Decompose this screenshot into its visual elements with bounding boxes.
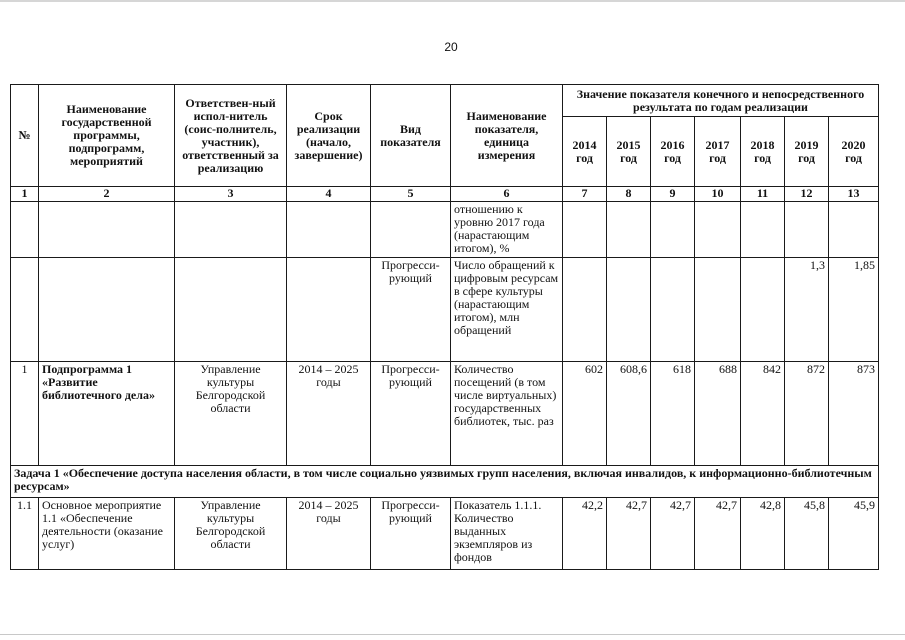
row-num: 1	[11, 362, 39, 466]
row-executor: Управление культуры Белгородской области	[175, 362, 287, 466]
row-value	[607, 202, 651, 258]
row-indicator-name: Показатель 1.1.1. Количество выданных экземпляров из фондов	[451, 498, 563, 570]
row-indicator-type: Прогресси-рующий	[371, 362, 451, 466]
row-value	[651, 258, 695, 362]
table-row	[11, 202, 879, 258]
row-term	[287, 202, 371, 258]
page-number: 20	[444, 40, 458, 54]
row-executor: Управление культуры Белгородской области	[175, 498, 287, 570]
row-num	[11, 202, 39, 258]
header-indicator-name: Наименование показателя, единица измерения	[451, 85, 563, 187]
row-value	[785, 202, 829, 258]
scan-top-edge	[0, 0, 905, 2]
column-number: 2	[39, 187, 175, 202]
header-year: 2018 год	[741, 117, 785, 187]
row-value: 42,7	[695, 498, 741, 570]
header-executor: Ответствен-ный испол-нитель (соис-полнитель, участник), ответственный за реализацию	[175, 85, 287, 187]
row-value: 42,2	[563, 498, 607, 570]
row-value: 42,7	[607, 498, 651, 570]
column-number: 11	[741, 187, 785, 202]
row-value: 45,8	[785, 498, 829, 570]
row-value	[695, 202, 741, 258]
table-row	[11, 498, 879, 570]
row-value: 42,7	[651, 498, 695, 570]
row-executor	[175, 258, 287, 362]
row-value	[651, 202, 695, 258]
header-year: 2016 год	[651, 117, 695, 187]
column-number: 10	[695, 187, 741, 202]
row-indicator-name: отношению к уровню 2017 года (нарастающим итогом), %	[451, 202, 563, 258]
row-value	[741, 202, 785, 258]
row-value	[741, 258, 785, 362]
row-value: 45,9	[829, 498, 879, 570]
column-number: 8	[607, 187, 651, 202]
header-year: 2015 год	[607, 117, 651, 187]
column-number: 12	[785, 187, 829, 202]
row-term	[287, 258, 371, 362]
column-number-row	[11, 187, 879, 202]
row-program	[39, 258, 175, 362]
column-number: 1	[11, 187, 39, 202]
row-indicator-type: Прогресси-рующий	[371, 258, 451, 362]
row-value: 1,3	[785, 258, 829, 362]
row-indicator-name: Количество посещений (в том числе виртуальных) государственных библиотек, тыс. раз	[451, 362, 563, 466]
row-value: 872	[785, 362, 829, 466]
scan-bottom-edge	[0, 634, 905, 635]
row-value: 842	[741, 362, 785, 466]
header-term: Срок реализации (начало, завершение)	[287, 85, 371, 187]
row-executor	[175, 202, 287, 258]
row-value	[829, 202, 879, 258]
header-year: 2019 год	[785, 117, 829, 187]
task-title: Задача 1 «Обеспечение доступа населения области, в том числе социально уязвимых групп населения, включая инвалидов, к информационно-библиотечным ресурсам»	[11, 466, 879, 498]
header-indicator-type: Вид показателя	[371, 85, 451, 187]
row-value: 42,8	[741, 498, 785, 570]
header-row-top	[11, 85, 879, 117]
column-number: 6	[451, 187, 563, 202]
row-value: 1,85	[829, 258, 879, 362]
row-value	[563, 202, 607, 258]
program-indicators-table	[10, 84, 879, 570]
row-program	[39, 202, 175, 258]
row-value	[695, 258, 741, 362]
row-num	[11, 258, 39, 362]
row-value: 602	[563, 362, 607, 466]
row-value: 873	[829, 362, 879, 466]
header-values-group: Значение показателя конечного и непосредственного результата по годам реализации	[563, 85, 879, 117]
row-num: 1.1	[11, 498, 39, 570]
row-indicator-type: Прогресси-рующий	[371, 498, 451, 570]
column-number: 7	[563, 187, 607, 202]
header-num: №	[11, 85, 39, 187]
row-value	[563, 258, 607, 362]
column-number: 4	[287, 187, 371, 202]
table-row	[11, 258, 879, 362]
column-number: 9	[651, 187, 695, 202]
row-program: Подпрограмма 1 «Развитие библиотечного дела»	[39, 362, 175, 466]
task-row	[11, 466, 879, 498]
row-value: 618	[651, 362, 695, 466]
column-number: 13	[829, 187, 879, 202]
header-year: 2017 год	[695, 117, 741, 187]
row-value: 688	[695, 362, 741, 466]
row-program: Основное мероприятие 1.1 «Обеспечение деятельности (оказание услуг)	[39, 498, 175, 570]
header-year: 2020 год	[829, 117, 879, 187]
column-number: 3	[175, 187, 287, 202]
row-value: 608,6	[607, 362, 651, 466]
row-value	[607, 258, 651, 362]
row-indicator-type	[371, 202, 451, 258]
header-year: 2014 год	[563, 117, 607, 187]
row-indicator-name: Число обращений к цифровым ресурсам в сфере культуры (нарастающим итогом), млн обращений	[451, 258, 563, 362]
header-program-name: Наименование государственной программы, подпрограмм, мероприятий	[39, 85, 175, 187]
table-row	[11, 362, 879, 466]
row-term: 2014 – 2025 годы	[287, 362, 371, 466]
column-number: 5	[371, 187, 451, 202]
row-term: 2014 – 2025 годы	[287, 498, 371, 570]
